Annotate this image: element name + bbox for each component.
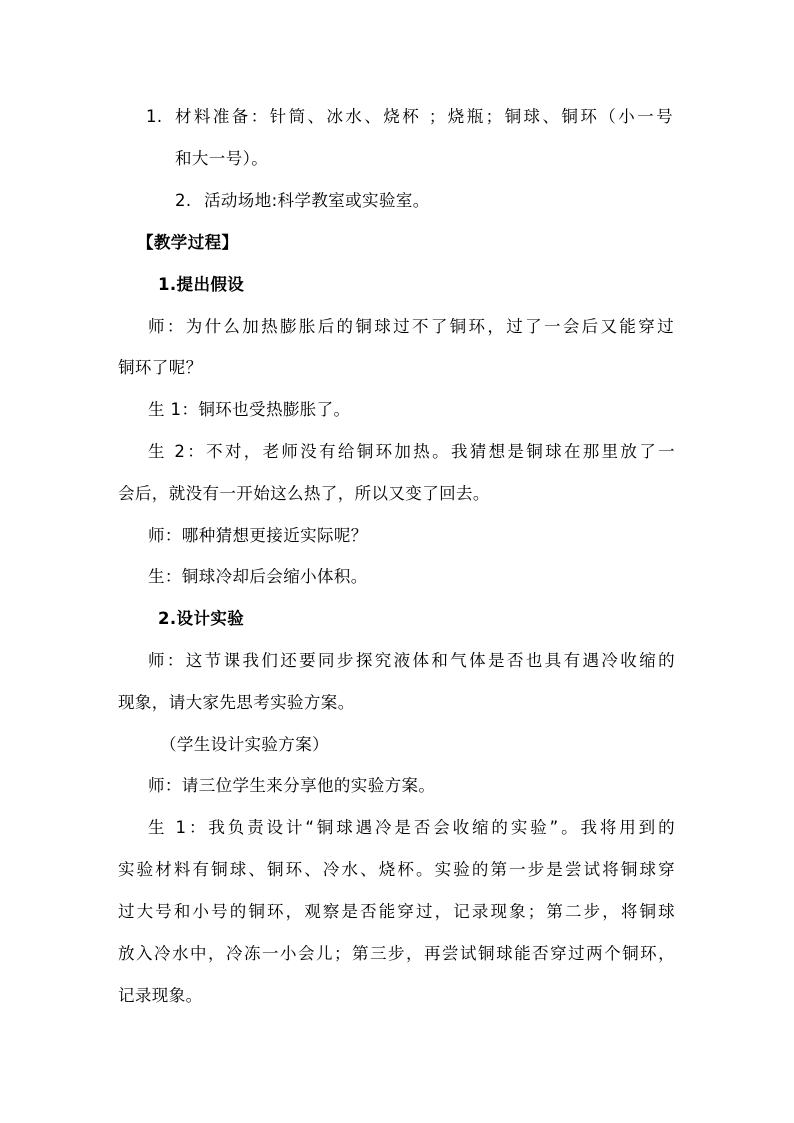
paragraph-line: 师：为什么加热膨胀后的铜球过不了铜环，过了一会后又能穿过 bbox=[148, 317, 674, 336]
materials-line-2: 和大一号）。 bbox=[175, 149, 269, 168]
paragraph-line: 生 2：不对，老师没有给铜环加热。我猜想是铜球在那里放了一 bbox=[148, 442, 675, 461]
paragraph-line: 过大号和小号的铜环，观察是否能穿过，记录现象；第二步，将铜球 bbox=[118, 902, 675, 921]
paragraph-line: 生：铜球冷却后会缩小体积。 bbox=[148, 567, 368, 586]
section-1-heading: 1.提出假设 bbox=[158, 275, 245, 294]
process-heading: 【教学过程】 bbox=[137, 233, 239, 252]
paragraph-line: 会后，就没有一开始这么热了，所以又变了回去。 bbox=[118, 484, 490, 503]
paragraph-line: 放入冷水中，冷冻一小会儿；第三步，再尝试铜球能否穿过两个铜环， bbox=[118, 944, 675, 963]
paragraph-line: 师：这节课我们还要同步探究液体和气体是否也具有遇冷收缩的 bbox=[148, 651, 675, 670]
paragraph-line: （学生设计实验方案） bbox=[160, 735, 329, 754]
paragraph-line: 师：请三位学生来分享他的实验方案。 bbox=[148, 776, 436, 795]
paragraph-line: 生 1：铜环也受热膨胀了。 bbox=[148, 400, 351, 419]
materials-line-1: 材料准备：针筒、冰水、烧杯 ；烧瓶；铜球、铜环（小一号 bbox=[175, 107, 673, 126]
paragraph-line: 现象，请大家先思考实验方案。 bbox=[118, 693, 355, 712]
paragraph-line: 师：哪种猜想更接近实际呢？ bbox=[148, 526, 368, 545]
venue-text: 活动场地:科学教室或实验室。 bbox=[204, 191, 430, 210]
paragraph-line: 实验材料有铜球、铜环、冷水、烧杯。实验的第一步是尝试将铜球穿 bbox=[118, 860, 675, 879]
list-number-1: 1. bbox=[146, 107, 163, 126]
paragraph-line: 铜环了呢？ bbox=[118, 358, 203, 377]
paragraph-line: 记录现象。 bbox=[118, 986, 203, 1005]
section-2-heading: 2.设计实验 bbox=[158, 609, 245, 628]
paragraph-line: 生 1：我负责设计“铜球遇冷是否会收缩的实验”。我将用到的 bbox=[148, 818, 675, 837]
list-number-2: 2. bbox=[175, 191, 192, 210]
